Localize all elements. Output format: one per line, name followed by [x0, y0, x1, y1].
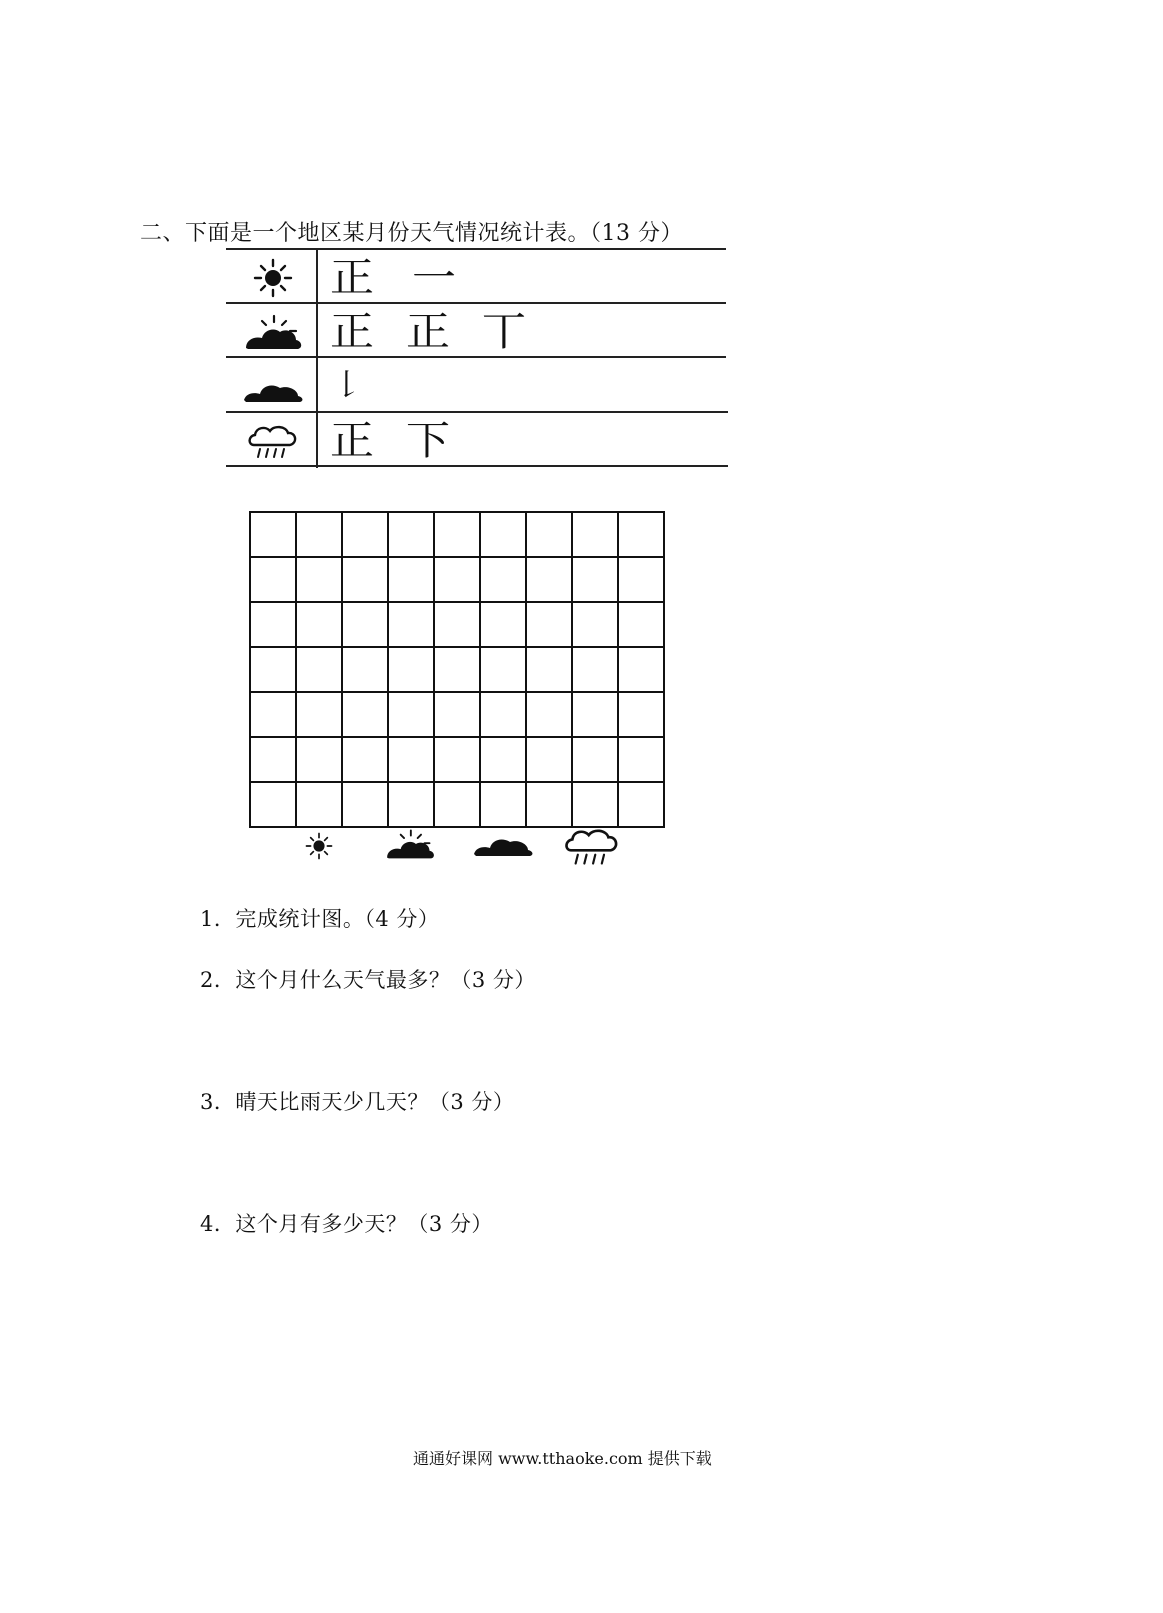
tally-mark: 正 [330, 418, 374, 464]
tally-mark: 正 [330, 255, 374, 301]
grid-cell [479, 646, 527, 693]
tally-mark: 正 [406, 309, 450, 355]
tally-mark: 丅 [482, 309, 526, 355]
grid-cell [525, 511, 573, 558]
grid-cell [295, 736, 343, 783]
grid-cell [571, 601, 619, 648]
grid-cell [617, 556, 665, 603]
grid-cell [341, 556, 389, 603]
grid-cell [525, 691, 573, 738]
question-2: 2．这个月什么天气最多？（3 分） [200, 968, 536, 992]
sunny-icon [296, 826, 342, 866]
grid-cell [571, 556, 619, 603]
grid-cell [341, 781, 389, 828]
grid-cell [525, 601, 573, 648]
grid-cell [387, 736, 435, 783]
grid-cell [387, 601, 435, 648]
grid-cell [249, 556, 297, 603]
rainy-icon [556, 824, 628, 868]
grid-cell [433, 511, 481, 558]
grid-cell [617, 601, 665, 648]
grid-cell [295, 556, 343, 603]
grid-cell [525, 556, 573, 603]
grid-cell [479, 601, 527, 648]
grid-cell [295, 511, 343, 558]
grid-cell [525, 646, 573, 693]
grid-cell [571, 646, 619, 693]
grid-cell [617, 646, 665, 693]
sunny-icon [240, 258, 306, 298]
grid-cell [525, 736, 573, 783]
tally-mark: 𠄌 [330, 368, 364, 403]
grid-cell [341, 691, 389, 738]
grid-cell [479, 511, 527, 558]
tally-mark: 正 [330, 309, 374, 355]
question-3: 3．晴天比雨天少几天？（3 分） [200, 1090, 515, 1114]
grid-cell [387, 646, 435, 693]
section-heading: 二、下面是一个地区某月份天气情况统计表。（13 分） [140, 221, 683, 246]
grid-cell [249, 781, 297, 828]
grid-cell [387, 556, 435, 603]
tally-row-rainy [226, 413, 730, 467]
question-1: 1．完成统计图。（4 分） [200, 907, 440, 931]
footer-credit: 通通好课网 www.tthaoke.com 提供下载 [413, 1449, 712, 1468]
tally-row-cloudy [226, 358, 730, 412]
grid-cell [571, 691, 619, 738]
grid-cell [571, 511, 619, 558]
grid-cell [479, 736, 527, 783]
question-4: 4．这个月有多少天？（3 分） [200, 1212, 493, 1236]
grid-cell [295, 781, 343, 828]
partly-cloudy-icon [382, 824, 438, 864]
partly-cloudy-icon [240, 312, 306, 352]
grid-cell [571, 736, 619, 783]
grid-cell [341, 736, 389, 783]
grid-cell [249, 736, 297, 783]
grid-cell [433, 646, 481, 693]
grid-cell [249, 691, 297, 738]
grid-cell [341, 511, 389, 558]
grid-cell [617, 781, 665, 828]
grid-cell [387, 691, 435, 738]
grid-cell [433, 601, 481, 648]
grid-cell [249, 511, 297, 558]
grid-cell [295, 601, 343, 648]
grid-cell [341, 601, 389, 648]
grid-cell [433, 691, 481, 738]
grid-cell [341, 646, 389, 693]
grid-cell [387, 781, 435, 828]
grid-cell [433, 556, 481, 603]
tally-row-partly-cloudy [226, 304, 730, 358]
grid-cell [295, 691, 343, 738]
grid-cell [617, 511, 665, 558]
cloudy-icon [240, 366, 306, 406]
tally-mark: 下 [406, 418, 450, 464]
weather-tally-table [226, 248, 730, 470]
grid-cell [617, 736, 665, 783]
tally-mark: 一 [412, 255, 456, 301]
grid-cell [249, 646, 297, 693]
grid-cell [479, 691, 527, 738]
grid-cell [433, 736, 481, 783]
grid-cell [295, 646, 343, 693]
grid-cell [387, 511, 435, 558]
tally-row-sunny [226, 250, 730, 304]
grid-cell [249, 601, 297, 648]
grid-cell [571, 781, 619, 828]
grid-cell [617, 691, 665, 738]
cloudy-icon [468, 820, 538, 860]
grid-cell [479, 556, 527, 603]
rainy-icon [240, 421, 306, 461]
